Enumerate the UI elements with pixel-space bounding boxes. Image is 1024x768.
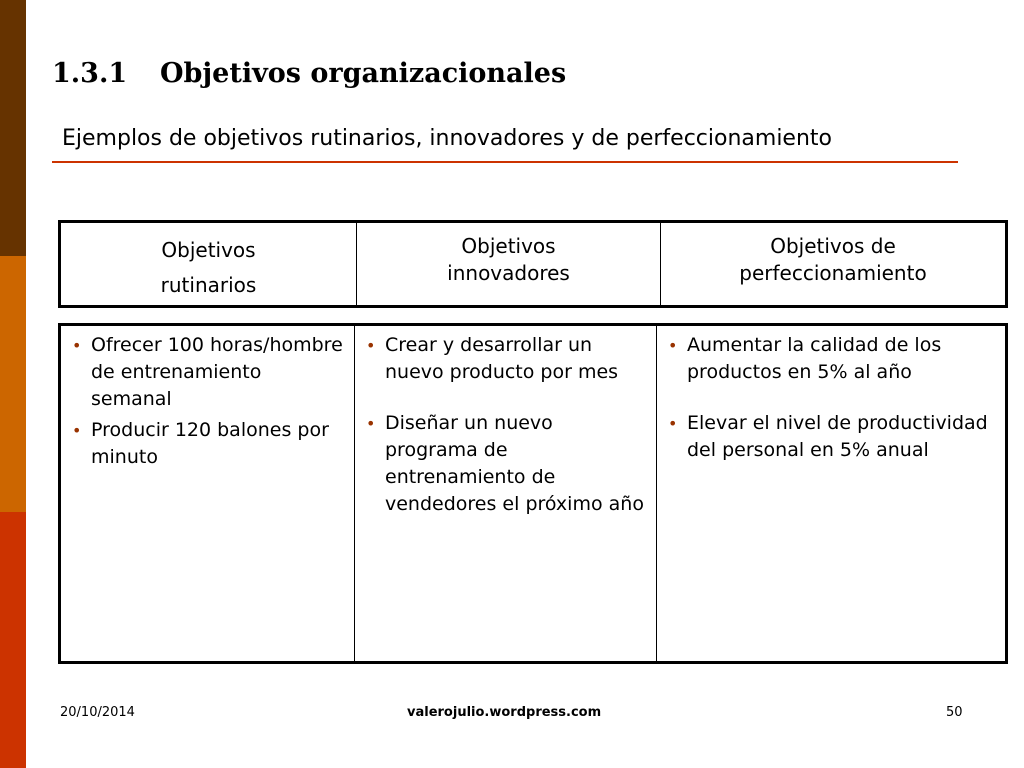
list-item: • Diseñar un nuevo programa de entrenamiento de vendedores el próximo año (363, 410, 648, 518)
header-innovative-line-2: innovadores (447, 261, 570, 285)
list-item: • Producir 120 balones por minuto (69, 417, 346, 471)
section-number: 1.3.1 (52, 58, 128, 89)
page-number: 50 (946, 705, 963, 720)
slide-title (52, 58, 566, 89)
header-routine (61, 223, 357, 305)
footer-site: valerojulio.wordpress.com (407, 705, 602, 720)
header-improvement-line-2: perfeccionamiento (739, 261, 927, 285)
header-improvement-line-1: Objetivos de (770, 234, 896, 258)
innovative-objectives-column (355, 326, 657, 661)
header-improvement (661, 223, 1005, 305)
list-item: • Aumentar la calidad de los productos en 5% al año (665, 332, 997, 386)
header-routine-line-1: Objetivos (161, 238, 256, 262)
routine-objectives-list (69, 332, 346, 471)
subtitle-divider (52, 161, 958, 163)
side-bar-top (0, 0, 26, 256)
routine-objectives-column (61, 326, 355, 661)
slide-subtitle: Ejemplos de objetivos rutinarios, innovadores y de perfeccionamiento (62, 126, 832, 151)
side-bar-middle (0, 256, 26, 512)
footer-date: 20/10/2014 (60, 705, 135, 720)
side-bar-bottom (0, 512, 26, 768)
header-routine-line-2: rutinarios (160, 273, 257, 297)
objectives-body-table (58, 323, 1008, 664)
objectives-header-table (58, 220, 1008, 308)
innovative-objectives-list (363, 332, 648, 518)
list-item: • Crear y desarrollar un nuevo producto por mes (363, 332, 648, 386)
header-innovative-line-1: Objetivos (461, 234, 556, 258)
improvement-objectives-list (665, 332, 997, 464)
improvement-objectives-column (657, 326, 1005, 661)
title-text: Objetivos organizacionales (160, 58, 567, 89)
header-innovative (357, 223, 661, 305)
list-item: • Ofrecer 100 horas/hombre de entrenamiento semanal (69, 332, 346, 413)
list-item: • Elevar el nivel de productividad del personal en 5% anual (665, 410, 997, 464)
